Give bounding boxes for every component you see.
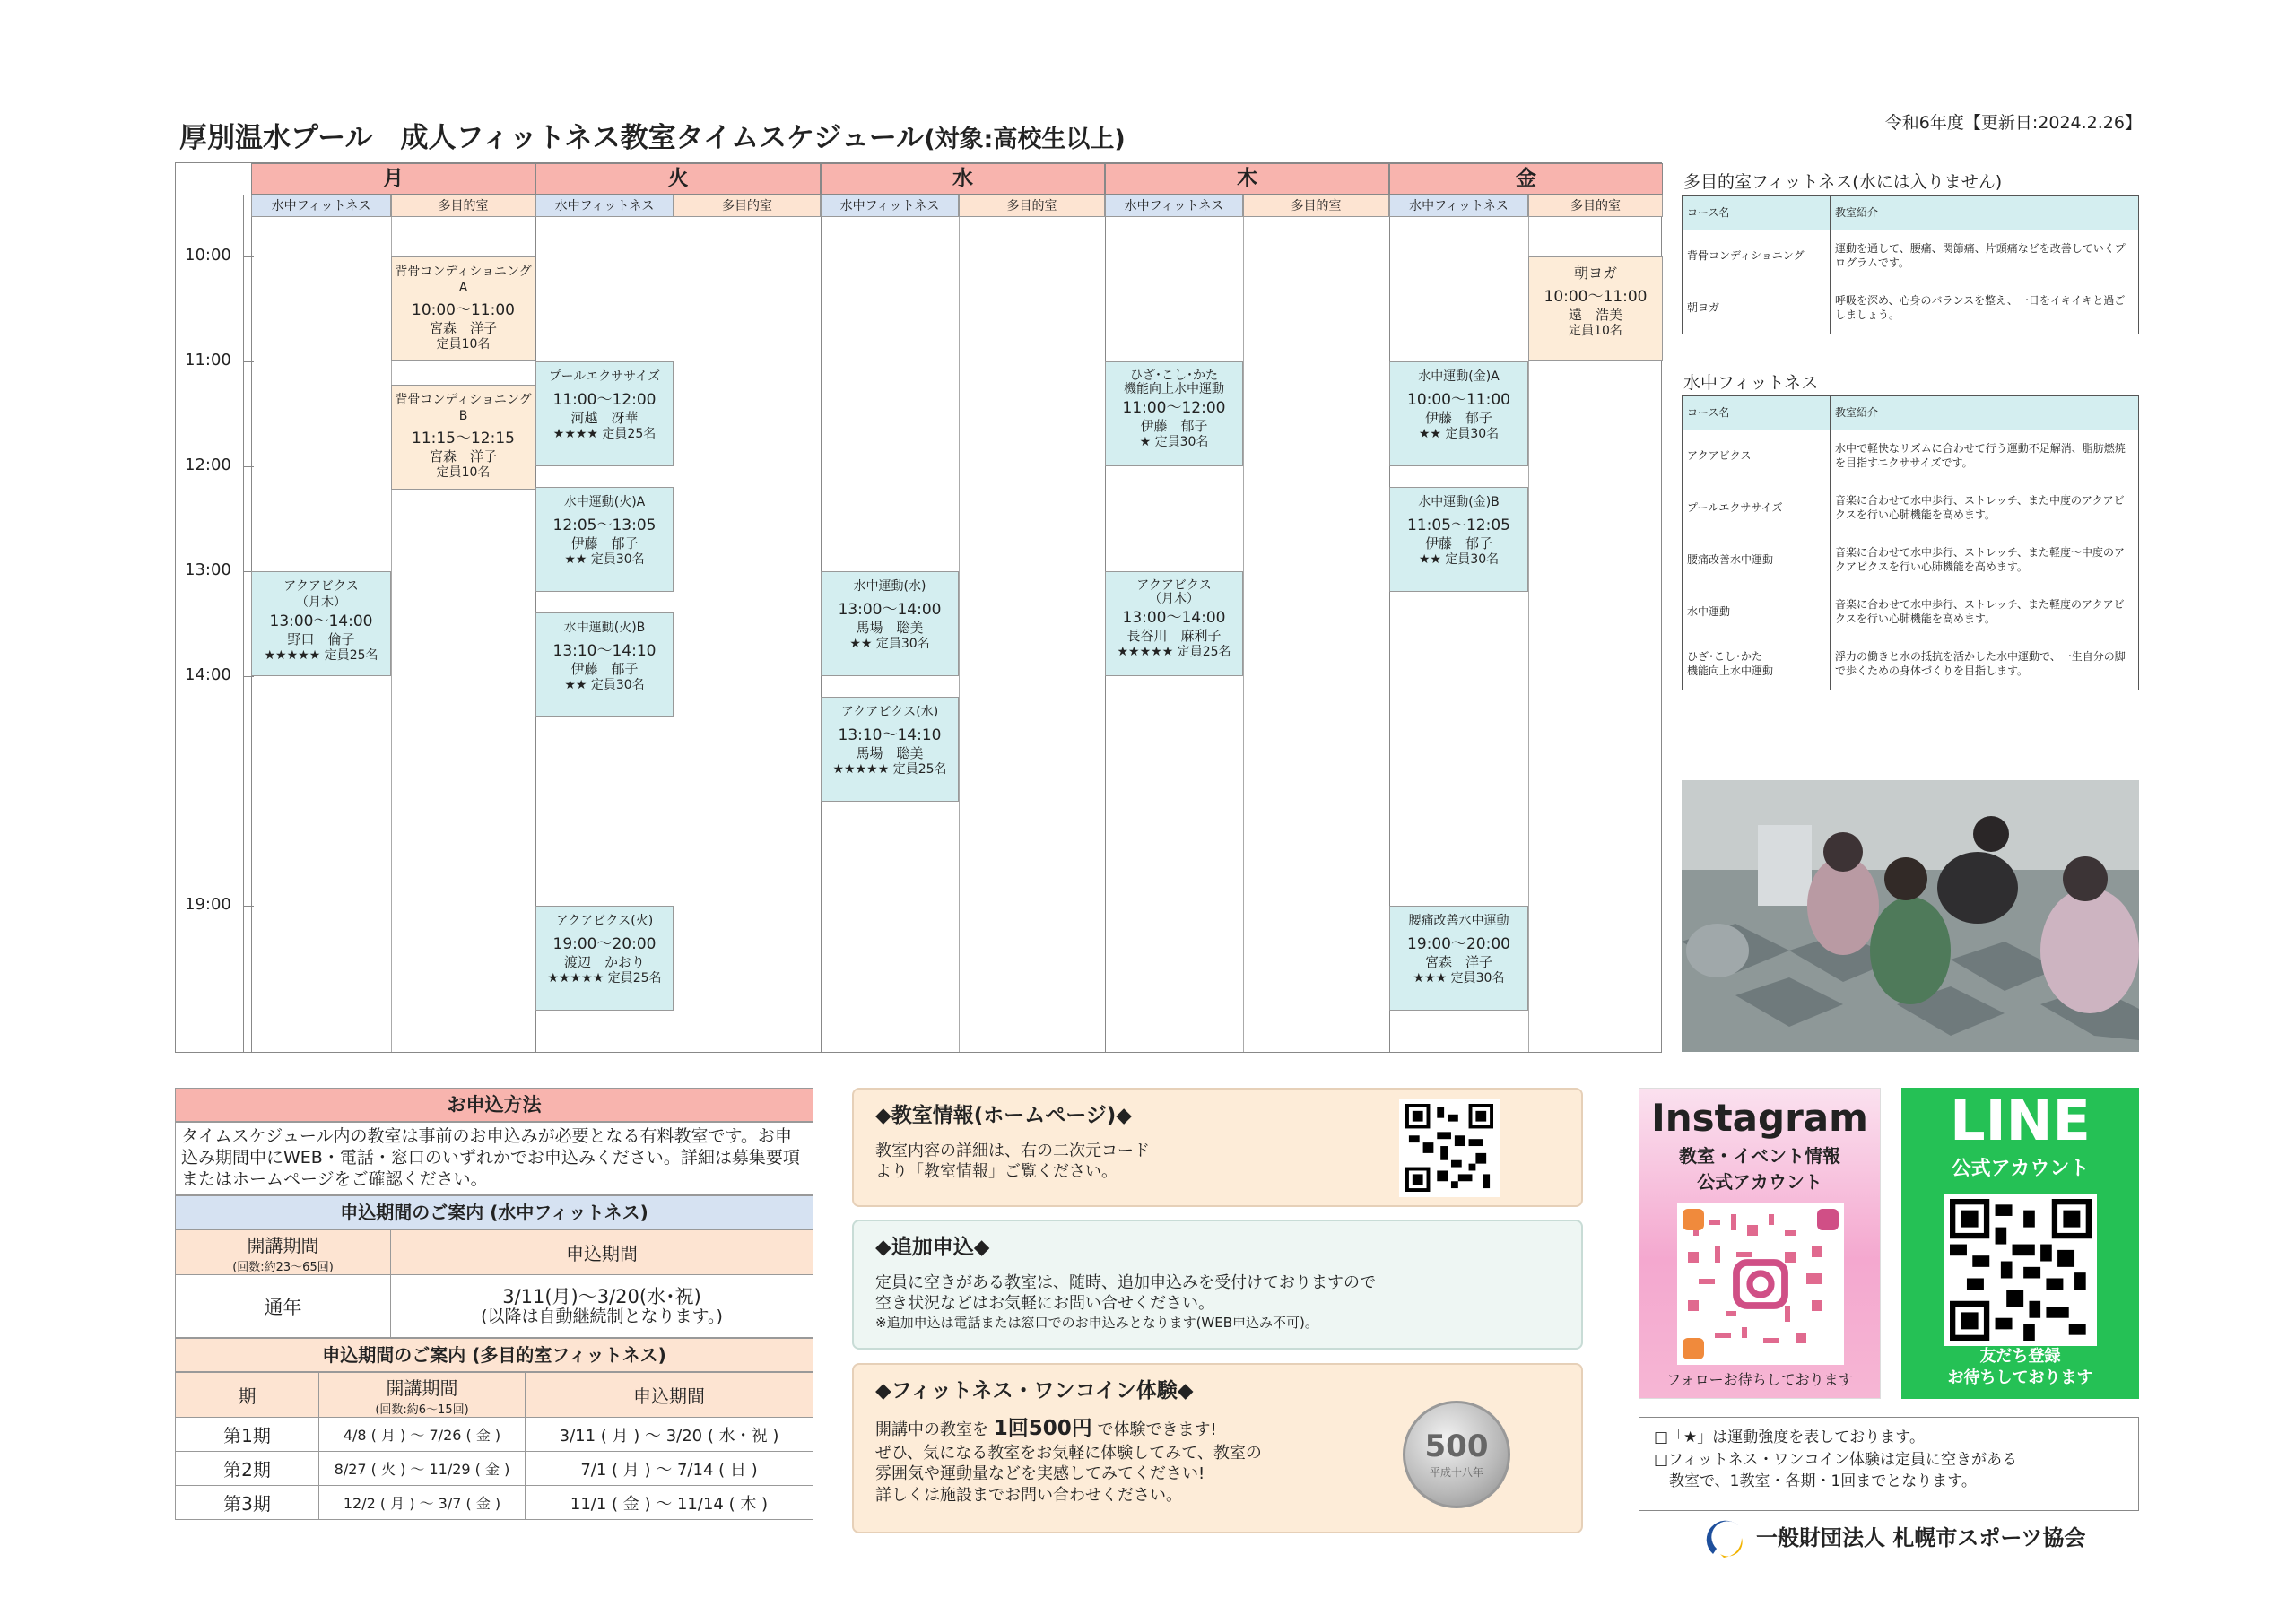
- class-block: 水中運動(火)A 12:05～13:05 伊藤 郁子 ★★ 定員30名: [535, 487, 674, 592]
- room-courses-table: コース名 教室紹介 背骨コンディショニング 運動を通して、腰痛、関節痛、片頭痛などを改善していくプログラムです。 朝ヨガ 呼吸を深め、心身のバランスを整え、一日をイキイキと過ごしましょう。: [1682, 195, 2139, 334]
- schedule-grid: [175, 162, 1662, 1053]
- class-block: アクアビクス （月木） 13:00～14:00 長谷川 麻利子 ★★★★★ 定員25名: [1105, 571, 1243, 676]
- class-block: アクアビクス(水) 13:10～14:10 馬場 聡美 ★★★★★ 定員25名: [821, 697, 959, 802]
- time-label: 19:00: [185, 895, 231, 914]
- room-apply-heading: 申込期間のご案内 (多目的室フィットネス): [175, 1338, 813, 1372]
- day-header-tue: 火: [535, 163, 821, 195]
- day-header-fri: 金: [1389, 163, 1663, 195]
- additional-apply-box: ◆追加申込◆ 定員に空きがある教室は、随時、追加申込みを受付けておりますので 空き状況などはお気軽にお問い合せください。 ※追加申込は電話または窓口でのお申込みとなります(WEB申込み不可)。: [852, 1220, 1583, 1350]
- class-block: 水中運動(水) 13:00～14:00 馬場 聡美 ★★ 定員30名: [821, 571, 959, 676]
- col-header-room: 多目的室: [959, 195, 1105, 217]
- homepage-info-box: ◆教室情報(ホームページ)◆ 教室内容の詳細は、右の二次元コード より「教室情報」ご覧ください。: [852, 1088, 1583, 1207]
- col-header-pool: 水中フィットネス: [535, 195, 674, 217]
- organization-name: 一般財団法人 札幌市スポーツ協会: [1704, 1518, 2085, 1559]
- day-header-wed: 水: [821, 163, 1105, 195]
- yoga-class-photo: [1682, 780, 2139, 1052]
- day-header-thu: 木: [1105, 163, 1389, 195]
- col-header-pool: 水中フィットネス: [1105, 195, 1243, 217]
- room-apply-table: 期 開講期間 (回数:約6～15回) 申込期間 第1期 4/8 ( 月 ) ～ 7/26 ( 金 ) 3/11 ( 月 ) ～ 3/20 ( 水・祝 ) 第2期 8/27 ( 火 ) ～ 11/29 ( 金 ) 7/1 ( 月 ) ～ 7/14 ( 日 ) 第3期 12/2 ( 月 ) ～ 3/7 ( 金 ) 11/1 ( 金 ) ～ 11/14 ( 木 ): [175, 1372, 813, 1520]
- apply-heading: お申込方法: [175, 1088, 813, 1122]
- col-header-room: 多目的室: [674, 195, 821, 217]
- homepage-qr-code[interactable]: [1399, 1099, 1500, 1197]
- class-block: ひざ･こし･かた 機能向上水中運動 11:00～12:00 伊藤 郁子 ★ 定員30名: [1105, 361, 1243, 466]
- room-courses-heading: 多目的室フィットネス(水には入りません): [1683, 172, 2003, 192]
- col-header-room: 多目的室: [1528, 195, 1663, 217]
- class-block: 朝ヨガ 10:00～11:00 遠 浩美 定員10名: [1528, 256, 1663, 361]
- class-block: プールエクササイズ 11:00～12:00 河越 冴華 ★★★★ 定員25名: [535, 361, 674, 466]
- line-qr-code[interactable]: [1944, 1194, 2097, 1346]
- instagram-card[interactable]: Instagram 教室・イベント情報 公式アカウント フォローお待ちしております: [1639, 1088, 1881, 1399]
- class-block: アクアビクス （月木） 13:00～14:00 野口 倫子 ★★★★★ 定員25名: [251, 571, 391, 676]
- title-main: 厚別温水プール 成人フィットネス教室タイムスケジュール: [179, 122, 925, 154]
- apply-text: タイムスケジュール内の教室は事前のお申込みが必要となる有料教室です。お申込み期間中にWEB・電話・窓口のいずれかでお申込みください。詳細は募集要項またはホームページをご確認ください。: [175, 1122, 813, 1195]
- col-header-pool: 水中フィットネス: [1389, 195, 1528, 217]
- org-logo-icon: [1704, 1518, 1749, 1559]
- notes-box: □「★」は運動強度を表しております。 □フィットネス・ワンコイン体験は定員に空きがある 教室で、1教室・各期・1回までとなります。: [1639, 1417, 2139, 1511]
- pool-courses-table: コース名 教室紹介 アクアビクス 水中で軽快なリズムに合わせて行う運動不足解消、脂肪燃焼を目指すエクササイズです。 プールエクササイズ 音楽に合わせて水中歩行、ストレッチ、また中度のアクアビクスを行い心肺機能を高めます。 腰痛改善水中運動 音楽に合わせて水中歩行、ストレッチ、また軽度～中度のアクアビクスを行い心肺機能を高めます。 水中運動 音楽に合わせて水中歩行、ストレッチ、また軽度のアクアビクスを行い心肺機能を高めます。 ひざ･こし･かた 機能向上水中運動 浮力の働きと水の抵抗を活かした水中運動で、一生自分の脚で歩くための身体づくりを目指します。: [1682, 395, 2139, 690]
- col-header-pool: 水中フィットネス: [821, 195, 959, 217]
- col-header-pool: 水中フィットネス: [251, 195, 391, 217]
- time-label: 12:00: [185, 456, 231, 474]
- instagram-qr-code[interactable]: [1677, 1203, 1844, 1365]
- updated-date: 令和6年度【更新日:2024.2.26】: [1884, 113, 2142, 133]
- time-label: 10:00: [185, 246, 231, 265]
- pool-courses-heading: 水中フィットネス: [1683, 373, 1819, 393]
- one-coin-box: ◆フィットネス・ワンコイン体験◆ 開講中の教室を 1回500円 で体験できます! ぜひ、気になる教室をお気軽に体験してみて、教室の 雰囲気や運動量などを実感してみてください! 詳しくは施設までお問い合わせください。 500 平成十八年: [852, 1363, 1583, 1533]
- time-label: 13:00: [185, 560, 231, 579]
- pool-apply-table: 開講期間 (回数:約23～65回) 申込期間 通年 3/11(月)～3/20(水･祝) (以降は自動継続制となります。): [175, 1229, 813, 1338]
- application-section: [175, 1088, 813, 1520]
- title-sub: (対象:高校生以上): [924, 126, 1126, 153]
- class-block: 背骨コンディショニングB 11:15～12:15 宮森 洋子 定員10名: [391, 385, 535, 490]
- day-header-mon: 月: [251, 163, 535, 195]
- class-block: 背骨コンディショニングA 10:00～11:00 宮森 洋子 定員10名: [391, 256, 535, 361]
- col-header-room: 多目的室: [1243, 195, 1389, 217]
- class-block: 腰痛改善水中運動 19:00～20:00 宮森 洋子 ★★★ 定員30名: [1389, 906, 1528, 1011]
- class-block: アクアビクス(火) 19:00～20:00 渡辺 かおり ★★★★★ 定員25名: [535, 906, 674, 1011]
- class-block: 水中運動(火)B 13:10～14:10 伊藤 郁子 ★★ 定員30名: [535, 612, 674, 717]
- class-block: 水中運動(金)A 10:00～11:00 伊藤 郁子 ★★ 定員30名: [1389, 361, 1528, 466]
- pool-apply-heading: 申込期間のご案内 (水中フィットネス): [175, 1195, 813, 1229]
- line-card[interactable]: LINE 公式アカウント 友だち登録 お待ちしております: [1901, 1088, 2139, 1399]
- col-header-room: 多目的室: [391, 195, 535, 217]
- page-title: [179, 115, 1126, 155]
- time-label: 11:00: [185, 351, 231, 369]
- coin-500-icon: 500 平成十八年: [1403, 1401, 1510, 1508]
- time-label: 14:00: [185, 665, 231, 684]
- class-block: 水中運動(金)B 11:05～12:05 伊藤 郁子 ★★ 定員30名: [1389, 487, 1528, 592]
